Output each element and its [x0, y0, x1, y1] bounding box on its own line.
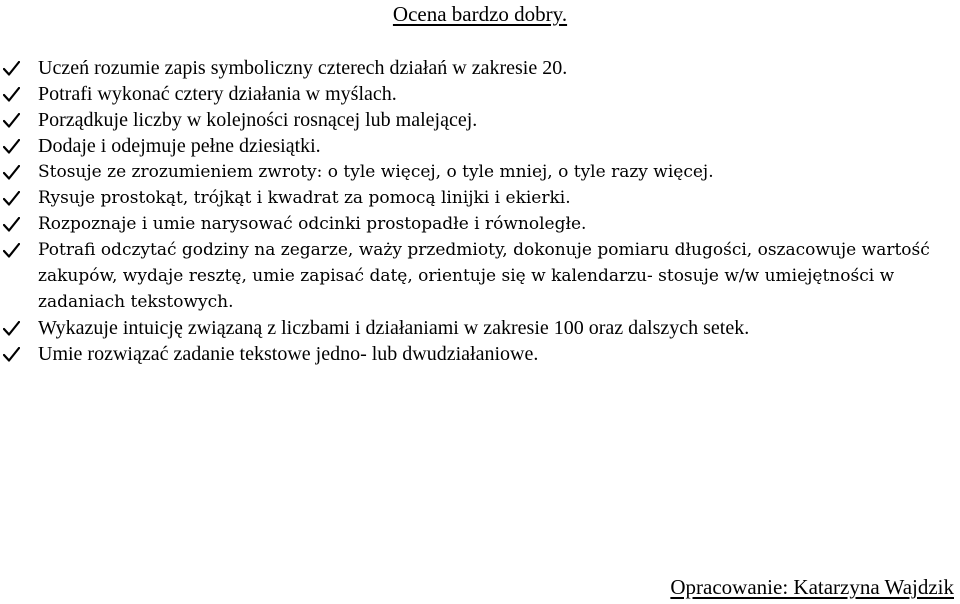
list-item	[0, 159, 960, 185]
list-item	[0, 341, 960, 367]
checkmark-icon	[3, 347, 20, 362]
list-item-text: Stosuje ze zrozumieniem zwroty: o tyle więcej, o tyle mniej, o tyle razy więcej.	[38, 162, 714, 182]
checkmark-icon	[3, 139, 20, 154]
checkmark-icon	[3, 191, 20, 206]
author-credit: Opracowanie: Katarzyna Wajdzik	[670, 575, 954, 599]
criteria-list	[0, 55, 960, 367]
list-item	[0, 237, 960, 315]
list-item	[0, 107, 960, 133]
list-item-text: Porządkuje liczby w kolejności rosnącej lub malejącej.	[38, 109, 478, 131]
list-item	[0, 55, 960, 81]
checkmark-icon	[3, 113, 20, 128]
list-item-text: Potrafi odczytać godziny na zegarze, waży przedmioty, dokonuje pomiaru długości, oszacowuje wartość zakupów, wydaje resztę, umie zapisać datę, orientuje się w kalendarzu- stosuje w/w umiejętności w zadaniach tekstowych.	[38, 240, 930, 312]
checkmark-icon	[3, 165, 20, 180]
document-title	[0, 1, 960, 27]
list-item	[0, 315, 960, 341]
list-item-text: Rozpoznaje i umie narysować odcinki prostopadłe i równoległe.	[38, 214, 587, 234]
checkmark-icon	[3, 217, 20, 232]
checkmark-icon	[3, 243, 20, 258]
checkmark-icon	[3, 87, 20, 102]
list-item-text: Umie rozwiązać zadanie tekstowe jedno- lub dwudziałaniowe.	[38, 343, 539, 365]
checkmark-icon	[3, 321, 20, 336]
list-item	[0, 185, 960, 211]
checkmark-icon	[3, 61, 20, 76]
list-item-text: Potrafi wykonać cztery działania w myślach.	[38, 83, 397, 105]
list-item	[0, 133, 960, 159]
list-item	[0, 211, 960, 237]
list-item-text: Wykazuje intuicję związaną z liczbami i działaniami w zakresie 100 oraz dalszych setek.	[38, 317, 750, 339]
document-title-text: Ocena bardzo dobry.	[392, 2, 568, 26]
list-item-text: Uczeń rozumie zapis symboliczny czterech działań w zakresie 20.	[38, 57, 568, 79]
list-item-text: Dodaje i odejmuje pełne dziesiątki.	[38, 135, 321, 157]
list-item-text: Rysuje prostokąt, trójkąt i kwadrat za pomocą linijki i ekierki.	[38, 188, 571, 208]
list-item	[0, 81, 960, 107]
